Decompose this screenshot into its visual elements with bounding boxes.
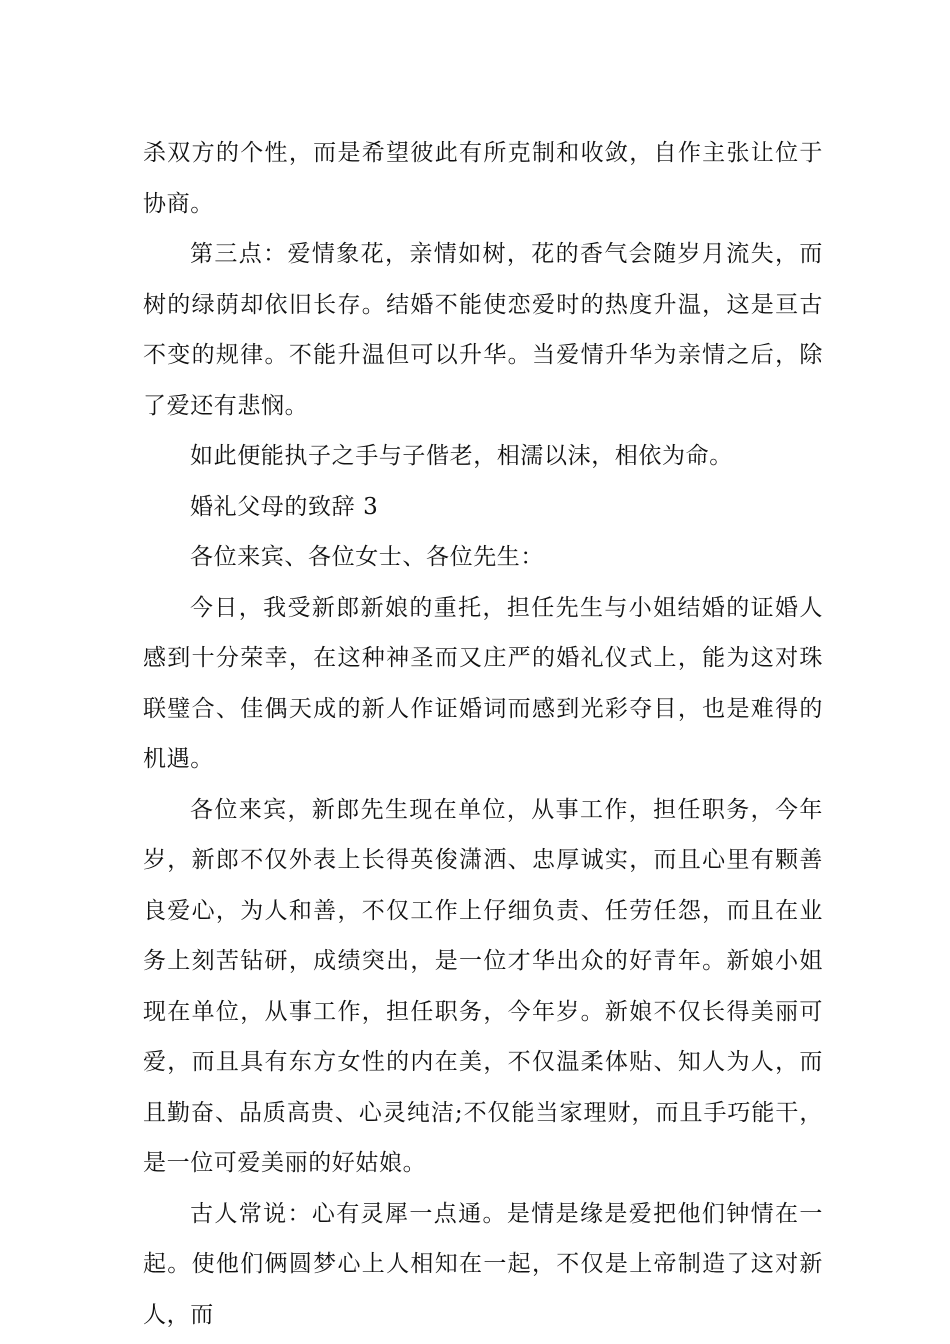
paragraph-introduction: 各位来宾，新郎先生现在单位，从事工作，担任职务，今年岁，新郎不仅外表上长得英俊潇洒、忠厚诚实，而且心里有颗善良爱心，为人和善，不仅工作上仔细负责、任劳任怨，而且在业务上刻苦钻研，成绩突出，是一位才华出众的好青年。新娘小姐现在单位，从事工作，担任职务，今年岁。新娘不仅长得美丽可爱，而且具有东方女性的内在美，不仅温柔体贴、知人为人，而且勤奋、品质高贵、心灵纯洁;不仅能当家理财，而且手巧能干，是一位可爱美丽的好姑娘。: [143, 796, 823, 1176]
paragraph-conclusion: 如此便能执子之手与子偕老，相濡以沫，相依为命。: [190, 443, 733, 469]
paragraph-opening: 今日，我受新郎新娘的重托，担任先生与小姐结婚的证婚人感到十分荣幸，在这种神圣而又庄严的婚礼仪式上，能为这对珠联璧合、佳偶天成的新人作证婚词而感到光彩夺目，也是难得的机遇。: [143, 594, 823, 772]
section-heading: 婚礼父母的致辞 3: [190, 493, 379, 520]
salutation: 各位来宾、各位女士、各位先生：: [190, 544, 544, 570]
paragraph-continuation: 杀双方的个性，而是希望彼此有所克制和收敛，自作主张让位于协商。: [143, 140, 823, 217]
paragraph-third-point: 第三点：爱情象花，亲情如树，花的香气会随岁月流失，而树的绿荫却依旧长存。结婚不能使恋爱时的热度升温，这是亘古不变的规律。不能升温但可以升华。当爱情升华为亲情之后，除了爱还有悲悯。: [143, 241, 823, 419]
document-body: [143, 128, 823, 1340]
paragraph-proverb: 古人常说：心有灵犀一点通。是情是缘是爱把他们钟情在一起。使他们俩圆梦心上人相知在一起，不仅是上帝制造了这对新人，而: [143, 1200, 823, 1328]
